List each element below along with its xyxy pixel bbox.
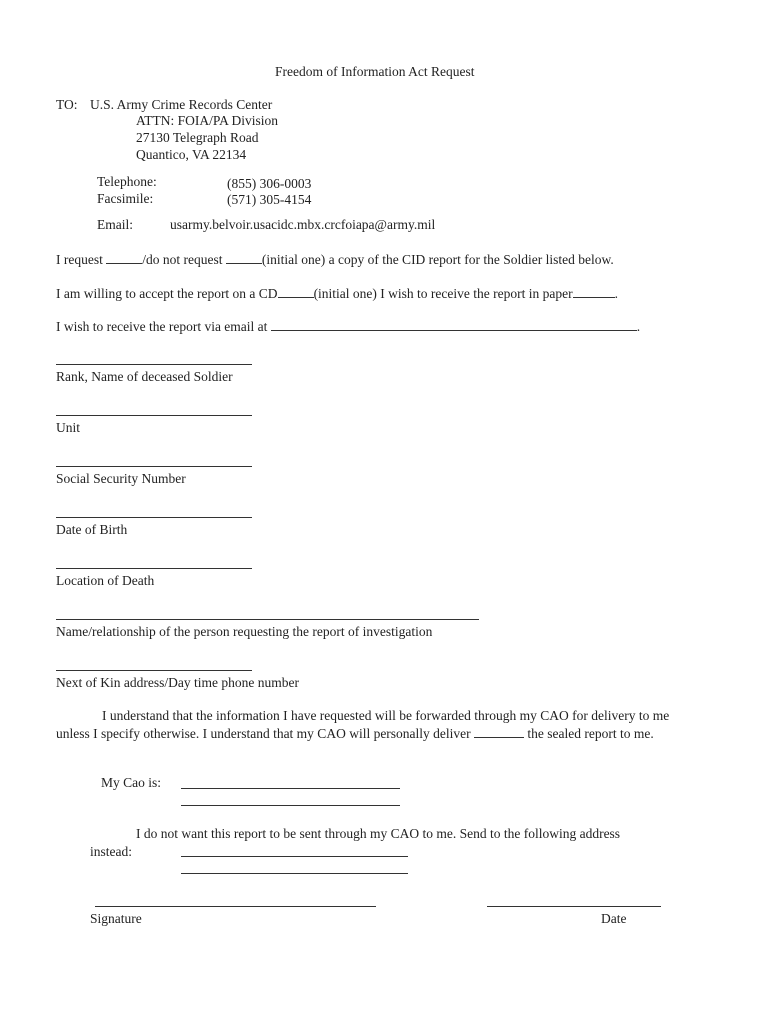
request-tail-text: (initial one) a copy of the CID report for the Soldier listed below.: [261, 252, 614, 267]
to-address-line-4: Quantico, VA 22134: [136, 147, 247, 162]
unit-line[interactable]: [56, 415, 252, 416]
cd-text: I am willing to accept the report on a CD: [56, 286, 278, 301]
to-label: TO:: [56, 97, 78, 112]
cd-line: [56, 285, 618, 302]
cao-paragraph: [56, 708, 696, 742]
paper-initial-blank[interactable]: [573, 285, 615, 298]
email-request-text: I wish to receive the report via email at: [56, 319, 268, 334]
signature-line[interactable]: [95, 906, 376, 907]
request-line: [56, 251, 614, 268]
requester-line[interactable]: [56, 619, 479, 620]
date-label: Date: [601, 911, 627, 926]
ssn-line[interactable]: [56, 466, 252, 467]
not-request-text: /do not request: [142, 252, 223, 267]
cd-initial-blank[interactable]: [278, 285, 314, 298]
alt-address-text: I do not want this report to be sent through my CAO to me. Send to the following address: [136, 826, 621, 841]
email-value: usarmy.belvoir.usacidc.mbx.crcfoiapa@army.mil: [170, 217, 436, 232]
paper-text: (initial one) I wish to receive the report in paper: [313, 286, 573, 301]
cao-paragraph-text: I understand that the information I have requested will be forwarded through my CAO for delivery to me unless I specify otherwise. I understand that my CAO will personally deliver: [56, 708, 670, 741]
facsimile-value: (571) 305-4154: [227, 192, 312, 207]
email-address-blank[interactable]: [271, 318, 637, 331]
email-label: Email:: [97, 217, 133, 232]
alt-address-line-1[interactable]: [181, 856, 408, 857]
requester-label: Name/relationship of the person requesting the report of investigation: [56, 624, 433, 639]
facsimile-label: Facsimile:: [97, 191, 154, 206]
nok-line[interactable]: [56, 670, 252, 671]
not-request-initial-blank[interactable]: [226, 251, 262, 264]
date-line[interactable]: [487, 906, 661, 907]
alt-address-instead: instead:: [90, 844, 132, 859]
to-address-line-1: U.S. Army Crime Records Center: [90, 97, 273, 112]
cd-line-period: .: [614, 286, 618, 301]
dob-line[interactable]: [56, 517, 252, 518]
alt-address-line-2[interactable]: [181, 873, 408, 874]
signature-label: Signature: [90, 911, 142, 926]
my-cao-line-2[interactable]: [181, 805, 400, 806]
nok-label: Next of Kin address/Day time phone number: [56, 675, 299, 690]
email-request-line: [56, 318, 640, 335]
telephone-value: (855) 306-0003: [227, 176, 312, 191]
request-initial-blank[interactable]: [106, 251, 142, 264]
page-title: Freedom of Information Act Request: [275, 64, 475, 79]
my-cao-label: My Cao is:: [101, 775, 162, 790]
ssn-label: Social Security Number: [56, 471, 186, 486]
location-death-label: Location of Death: [56, 573, 155, 588]
telephone-label: Telephone:: [97, 174, 157, 189]
unit-label: Unit: [56, 420, 81, 435]
request-text: I request: [56, 252, 103, 267]
email-line-period: .: [636, 319, 641, 334]
cao-deliver-blank[interactable]: [474, 725, 524, 738]
to-address-line-3: 27130 Telegraph Road: [136, 130, 259, 145]
location-death-line[interactable]: [56, 568, 252, 569]
rank-name-line[interactable]: [56, 364, 252, 365]
cao-paragraph-tail: the sealed report to me.: [527, 725, 654, 741]
to-address-line-2: ATTN: FOIA/PA Division: [136, 113, 279, 128]
my-cao-line-1[interactable]: [181, 788, 400, 789]
dob-label: Date of Birth: [56, 522, 128, 537]
rank-name-label: Rank, Name of deceased Soldier: [56, 369, 233, 384]
